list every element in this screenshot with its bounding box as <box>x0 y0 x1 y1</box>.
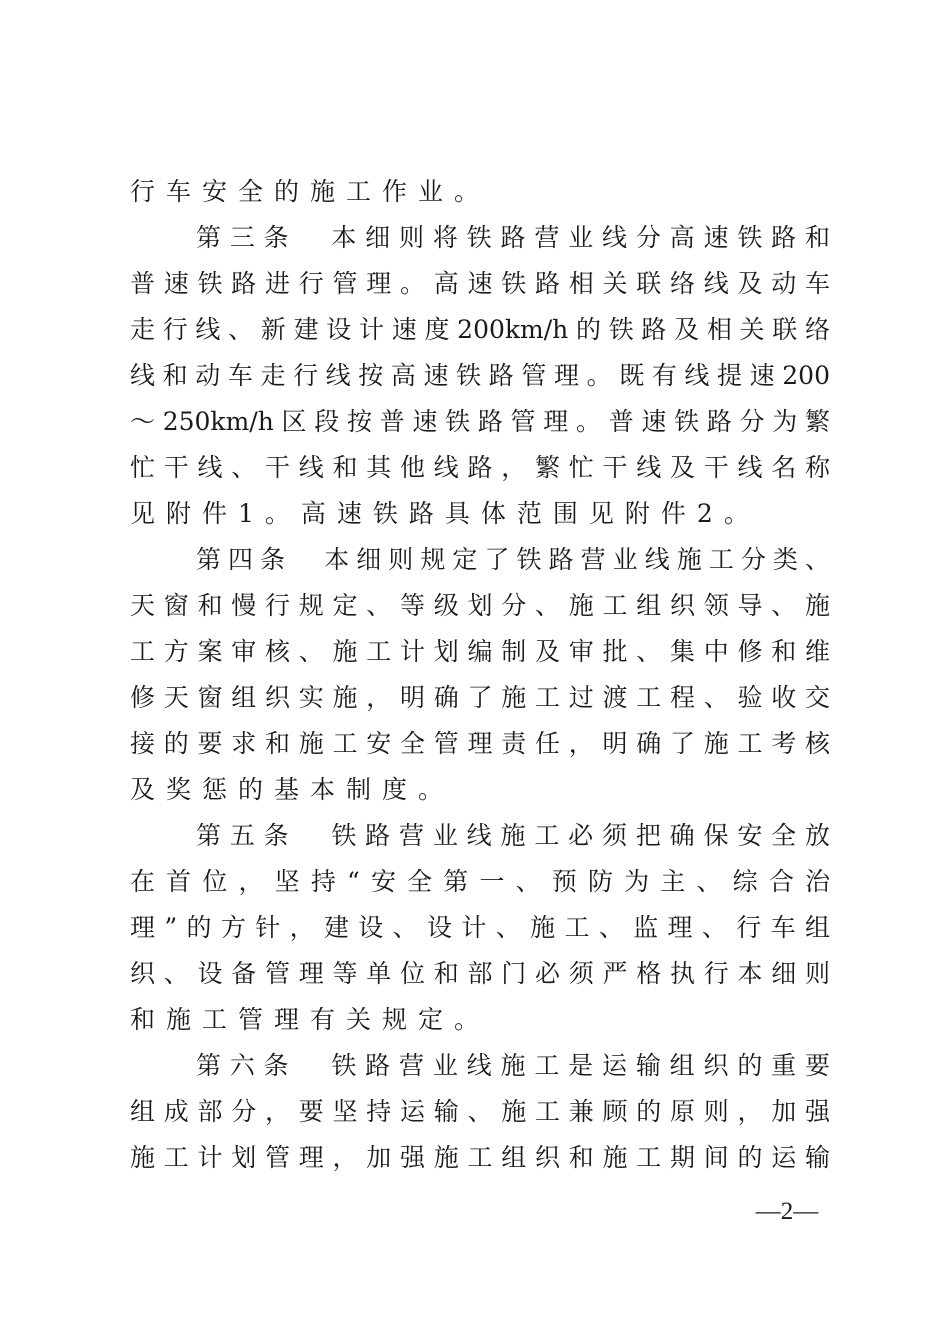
text-line-13: 接的要求和施工安全管理责任，明确了施工考核 <box>130 729 830 758</box>
text-line-21: 组成部分，要坚持运输、施工兼顾的原则，加强 <box>130 1097 830 1126</box>
text-line-9: 第四条 本细则规定了铁路营业线施工分类、 <box>196 545 830 574</box>
text-line-12: 修天窗组织实施，明确了施工过渡工程、验收交 <box>130 683 830 712</box>
text-line-6: ～250km/h区段按普速铁路管理。普速铁路分为繁 <box>130 407 830 436</box>
page-number: —2— <box>755 1198 819 1225</box>
text-line-22: 施工计划管理，加强施工组织和施工期间的运输 <box>130 1143 830 1172</box>
text-line-3: 普速铁路进行管理。高速铁路相关联络线及动车 <box>130 269 830 298</box>
text-line-10: 天窗和慢行规定、等级划分、施工组织领导、施 <box>130 591 830 620</box>
text-line-5: 线和动车走行线按高速铁路管理。既有线提速200 <box>130 361 830 390</box>
text-line-11: 工方案审核、施工计划编制及审批、集中修和维 <box>130 637 830 666</box>
text-line-18: 织、设备管理等单位和部门必须严格执行本细则 <box>130 959 830 988</box>
text-line-2: 第三条 本细则将铁路营业线分高速铁路和 <box>196 223 830 252</box>
text-line-4: 走行线、新建设计速度200km/h的铁路及相关联络 <box>130 315 830 344</box>
text-line-1: 行车安全的施工作业。 <box>130 177 491 206</box>
text-line-20: 第六条 铁路营业线施工是运输组织的重要 <box>196 1051 830 1080</box>
text-line-14: 及奖惩的基本制度。 <box>130 775 455 804</box>
text-line-16: 在首位，坚持“安全第一、预防为主、综合治 <box>130 867 830 896</box>
text-line-7: 忙干线、干线和其他线路，繁忙干线及干线名称 <box>130 453 830 482</box>
text-line-19: 和施工管理有关规定。 <box>130 1005 491 1034</box>
text-line-15: 第五条 铁路营业线施工必须把确保安全放 <box>196 821 830 850</box>
text-line-17: 理”的方针，建设、设计、施工、监理、行车组 <box>130 913 830 942</box>
text-line-8: 见附件1。高速铁路具体范围见附件2。 <box>130 499 760 528</box>
